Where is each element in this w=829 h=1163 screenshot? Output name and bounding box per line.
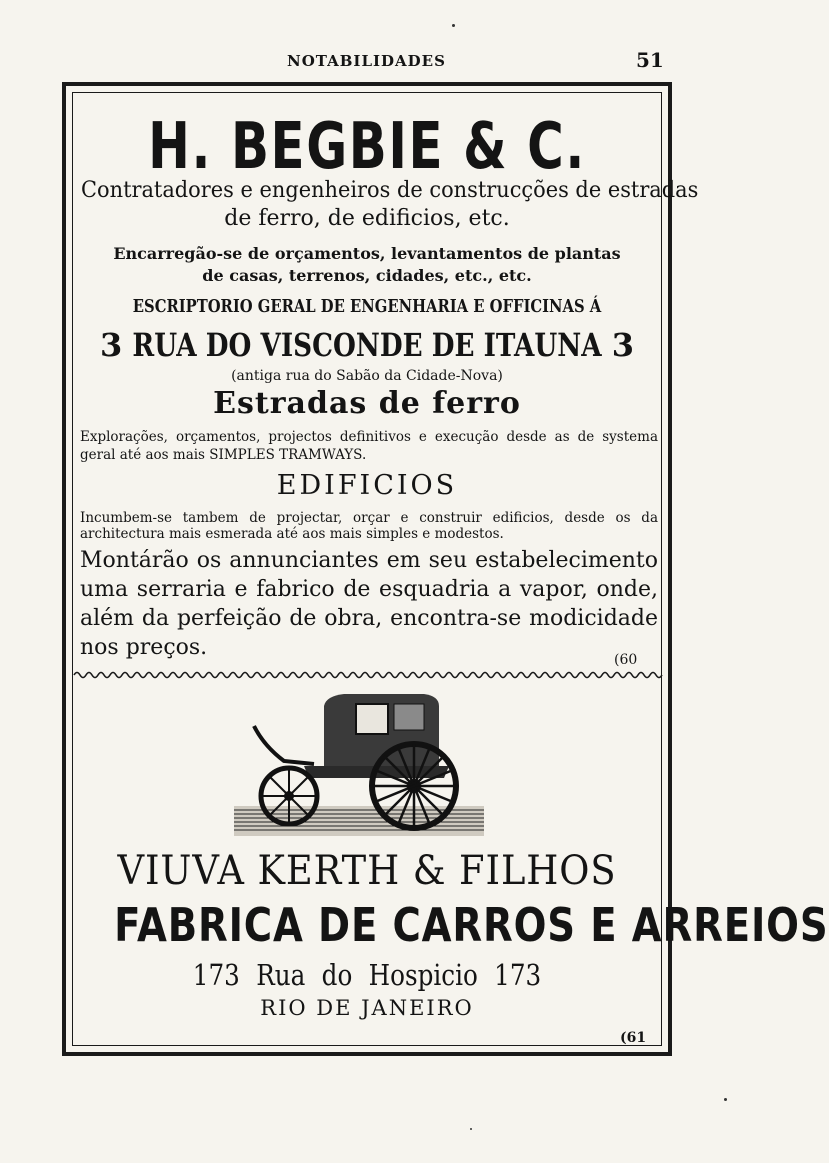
tagline-line2: de ferro, de edificios, etc. [224, 206, 510, 231]
buildings-text: Incumbem-se tambem de projectar, orçar e construir edificios, desde os da architectura mais esmerada até aos mais simples e modestos. [80, 510, 658, 542]
print-speck [724, 1098, 727, 1101]
address-row [66, 326, 668, 366]
print-speck [470, 1128, 472, 1130]
address-row [111, 958, 623, 992]
address-number-left: 3 [100, 326, 123, 364]
buildings-heading: EDIFICIOS [276, 470, 458, 501]
address-number-right: 3 [611, 326, 634, 364]
address-street: RUA DO VISCONDE DE ITAUNA [132, 326, 602, 364]
address-number-left: 173 [192, 958, 240, 992]
page-number: 51 [636, 48, 664, 72]
address-number-right: 173 [494, 958, 542, 992]
wavy-divider [74, 670, 664, 680]
print-speck [452, 24, 455, 27]
ad-reference-number: (60 [614, 652, 638, 668]
running-title: NOTABILIDADES [287, 52, 446, 70]
office-heading: ESCRIPTORIO GERAL DE ENGENHARIA E OFFICINAS Á [132, 296, 602, 317]
address-street: Rua do Hospicio [256, 958, 478, 992]
address-note: (antiga rua do Sabão da Cidade-Nova) [231, 368, 503, 384]
running-head [0, 48, 747, 74]
firm-name: VIUVA KERTH & FILHOS [117, 848, 617, 894]
advertisement-frame [62, 82, 829, 1056]
services-line2: de casas, terrenos, cidades, etc., etc. [202, 266, 532, 285]
business-line: FABRICA DE CARROS E ARREIOS [114, 898, 829, 952]
firm-name: H. BEGBIE & C. [148, 110, 586, 184]
ad-reference-number: (61 [620, 1030, 647, 1046]
carriage-illustration [234, 686, 484, 846]
city-line: RIO DE JANEIRO [260, 996, 474, 1020]
services-line1: Encarregão-se de orçamentos, levantamentos de plantas [113, 244, 621, 263]
railways-heading: Estradas de ferro [213, 386, 521, 421]
railways-text: Explorações, orçamentos, projectos definitivos e execução desde as de systema geral até aos mais SIMPLES TRAMWAYS. [80, 429, 658, 463]
sawmill-text: Montárão os annunciantes em seu estabelecimento uma serraria e fabrico de esquadria a vapor, onde, além da perfeição de obra, encontra-se modicidade nos preços. [80, 548, 658, 660]
tagline-line1: Contratadores e engenheiros de construcções de estradas [81, 178, 699, 203]
